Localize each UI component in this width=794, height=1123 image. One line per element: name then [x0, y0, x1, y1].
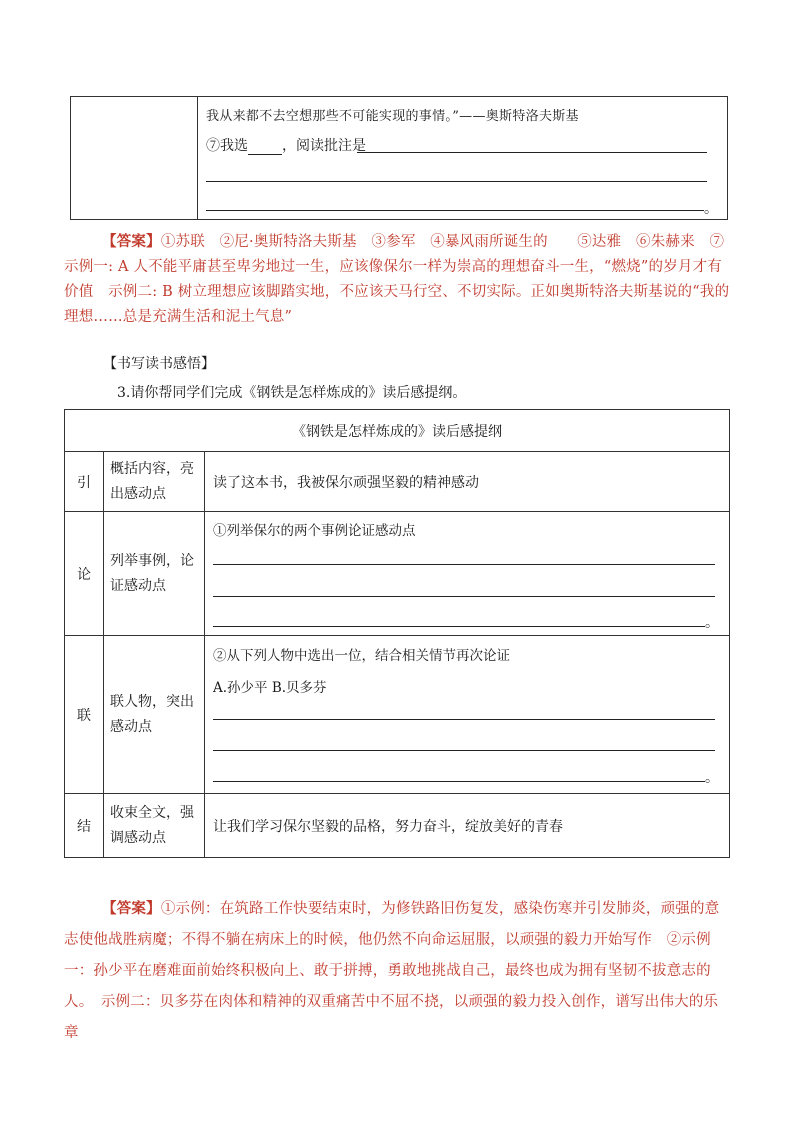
answer-text: ①示例：在筑路工作快要结束时，为修铁路旧伤复发，感染伤寒并引发肺炎，顽强的意志使他战胜病魔；不得不躺在病床上的时候，他仍然不向命运屈服，以顽强的毅力开始写作 ②示例一：孙少平在磨难面前始终积极向上、敢于拼搏，勇敢地挑战自己，最终也成为拥有坚韧不拔意志的人。 示例二：贝多芬在肉体和精神的双重痛苦中不屈不挠，以顽强的毅力投入创作，谱写出伟大的乐章	[64, 901, 720, 1041]
table-row	[65, 512, 730, 636]
row-head: 论	[65, 512, 104, 636]
table-row	[65, 794, 730, 858]
row-content-text: ②从下列人物中选出一位，结合相关情节再次论证	[213, 648, 510, 664]
end-mark: 。	[704, 201, 718, 217]
answer-block-2	[64, 893, 730, 1049]
top-table	[70, 96, 728, 220]
outline-title: 《钢铁是怎样炼成的》读后感提纲	[65, 410, 730, 452]
answer-block-1	[64, 229, 730, 330]
question-text: 3.请你帮同学们完成《钢铁是怎样炼成的》读后感提纲。	[117, 385, 467, 401]
table-row	[65, 452, 730, 512]
row-head: 结	[65, 794, 104, 858]
answer-tag: 【答案】	[102, 900, 161, 917]
answer-line[interactable]	[213, 719, 715, 720]
prompt-mid: ，阅读批注是	[282, 138, 366, 154]
row-head: 引	[65, 452, 104, 512]
row-content	[205, 512, 730, 636]
answer-text: ①苏联 ②尼·奥斯特洛夫斯基 ③参军 ④暴风雨所诞生的 ⑤达雅 ⑥朱赫来 ⑦示例一: A 人不能平庸甚至卑劣地过一生，应该像保尔一样为崇高的理想奋斗一生，“燃烧”的岁月才有价值 示例二: B 树立理想应该脚踏实地，不应该天马行空、不切实际。正如奥斯特洛夫斯基说的“我的理想……总是充满生活和泥土气息”	[64, 234, 730, 325]
row-content-text: ①列举保尔的两个事例论证感动点	[213, 523, 416, 539]
row-head: 联	[65, 636, 104, 794]
table-row	[65, 636, 730, 794]
outline-table	[64, 409, 730, 858]
row-options: A.孙少平 B.贝多芬	[213, 680, 327, 696]
row-desc: 列举事例，论证感动点	[104, 512, 205, 636]
prompt-prefix: ⑦我选	[206, 138, 248, 154]
row-desc: 收束全文，强调感动点	[104, 794, 205, 858]
row-desc: 联人物，突出感动点	[104, 636, 205, 794]
answer-tag: 【答案】	[102, 233, 161, 250]
answer-line[interactable]	[213, 564, 715, 565]
annotation-line-1[interactable]	[357, 152, 707, 153]
answer-line[interactable]	[213, 626, 705, 627]
end-mark: 。	[705, 615, 719, 631]
end-mark: 。	[705, 770, 719, 786]
row-content: 让我们学习保尔坚毅的品格，努力奋斗，绽放美好的青春	[205, 794, 730, 858]
annotation-line-2[interactable]	[206, 181, 707, 182]
choice-blank[interactable]	[248, 140, 282, 155]
annotation-line-3[interactable]	[206, 210, 704, 211]
answer-line[interactable]	[213, 781, 705, 782]
row-content: 读了这本书，我被保尔顽强坚毅的精神感动	[205, 452, 730, 512]
row-content	[205, 636, 730, 794]
top-table-prompt	[206, 135, 366, 155]
row-desc: 概括内容，亮出感动点	[104, 452, 205, 512]
answer-line[interactable]	[213, 750, 715, 751]
answer-line[interactable]	[213, 596, 715, 597]
top-table-quote: 我从来都不去空想那些不可能实现的事情。”——奥斯特洛夫斯基	[206, 109, 579, 124]
section-title: 【书写读书感悟】	[103, 356, 215, 372]
top-table-divider	[197, 97, 198, 219]
